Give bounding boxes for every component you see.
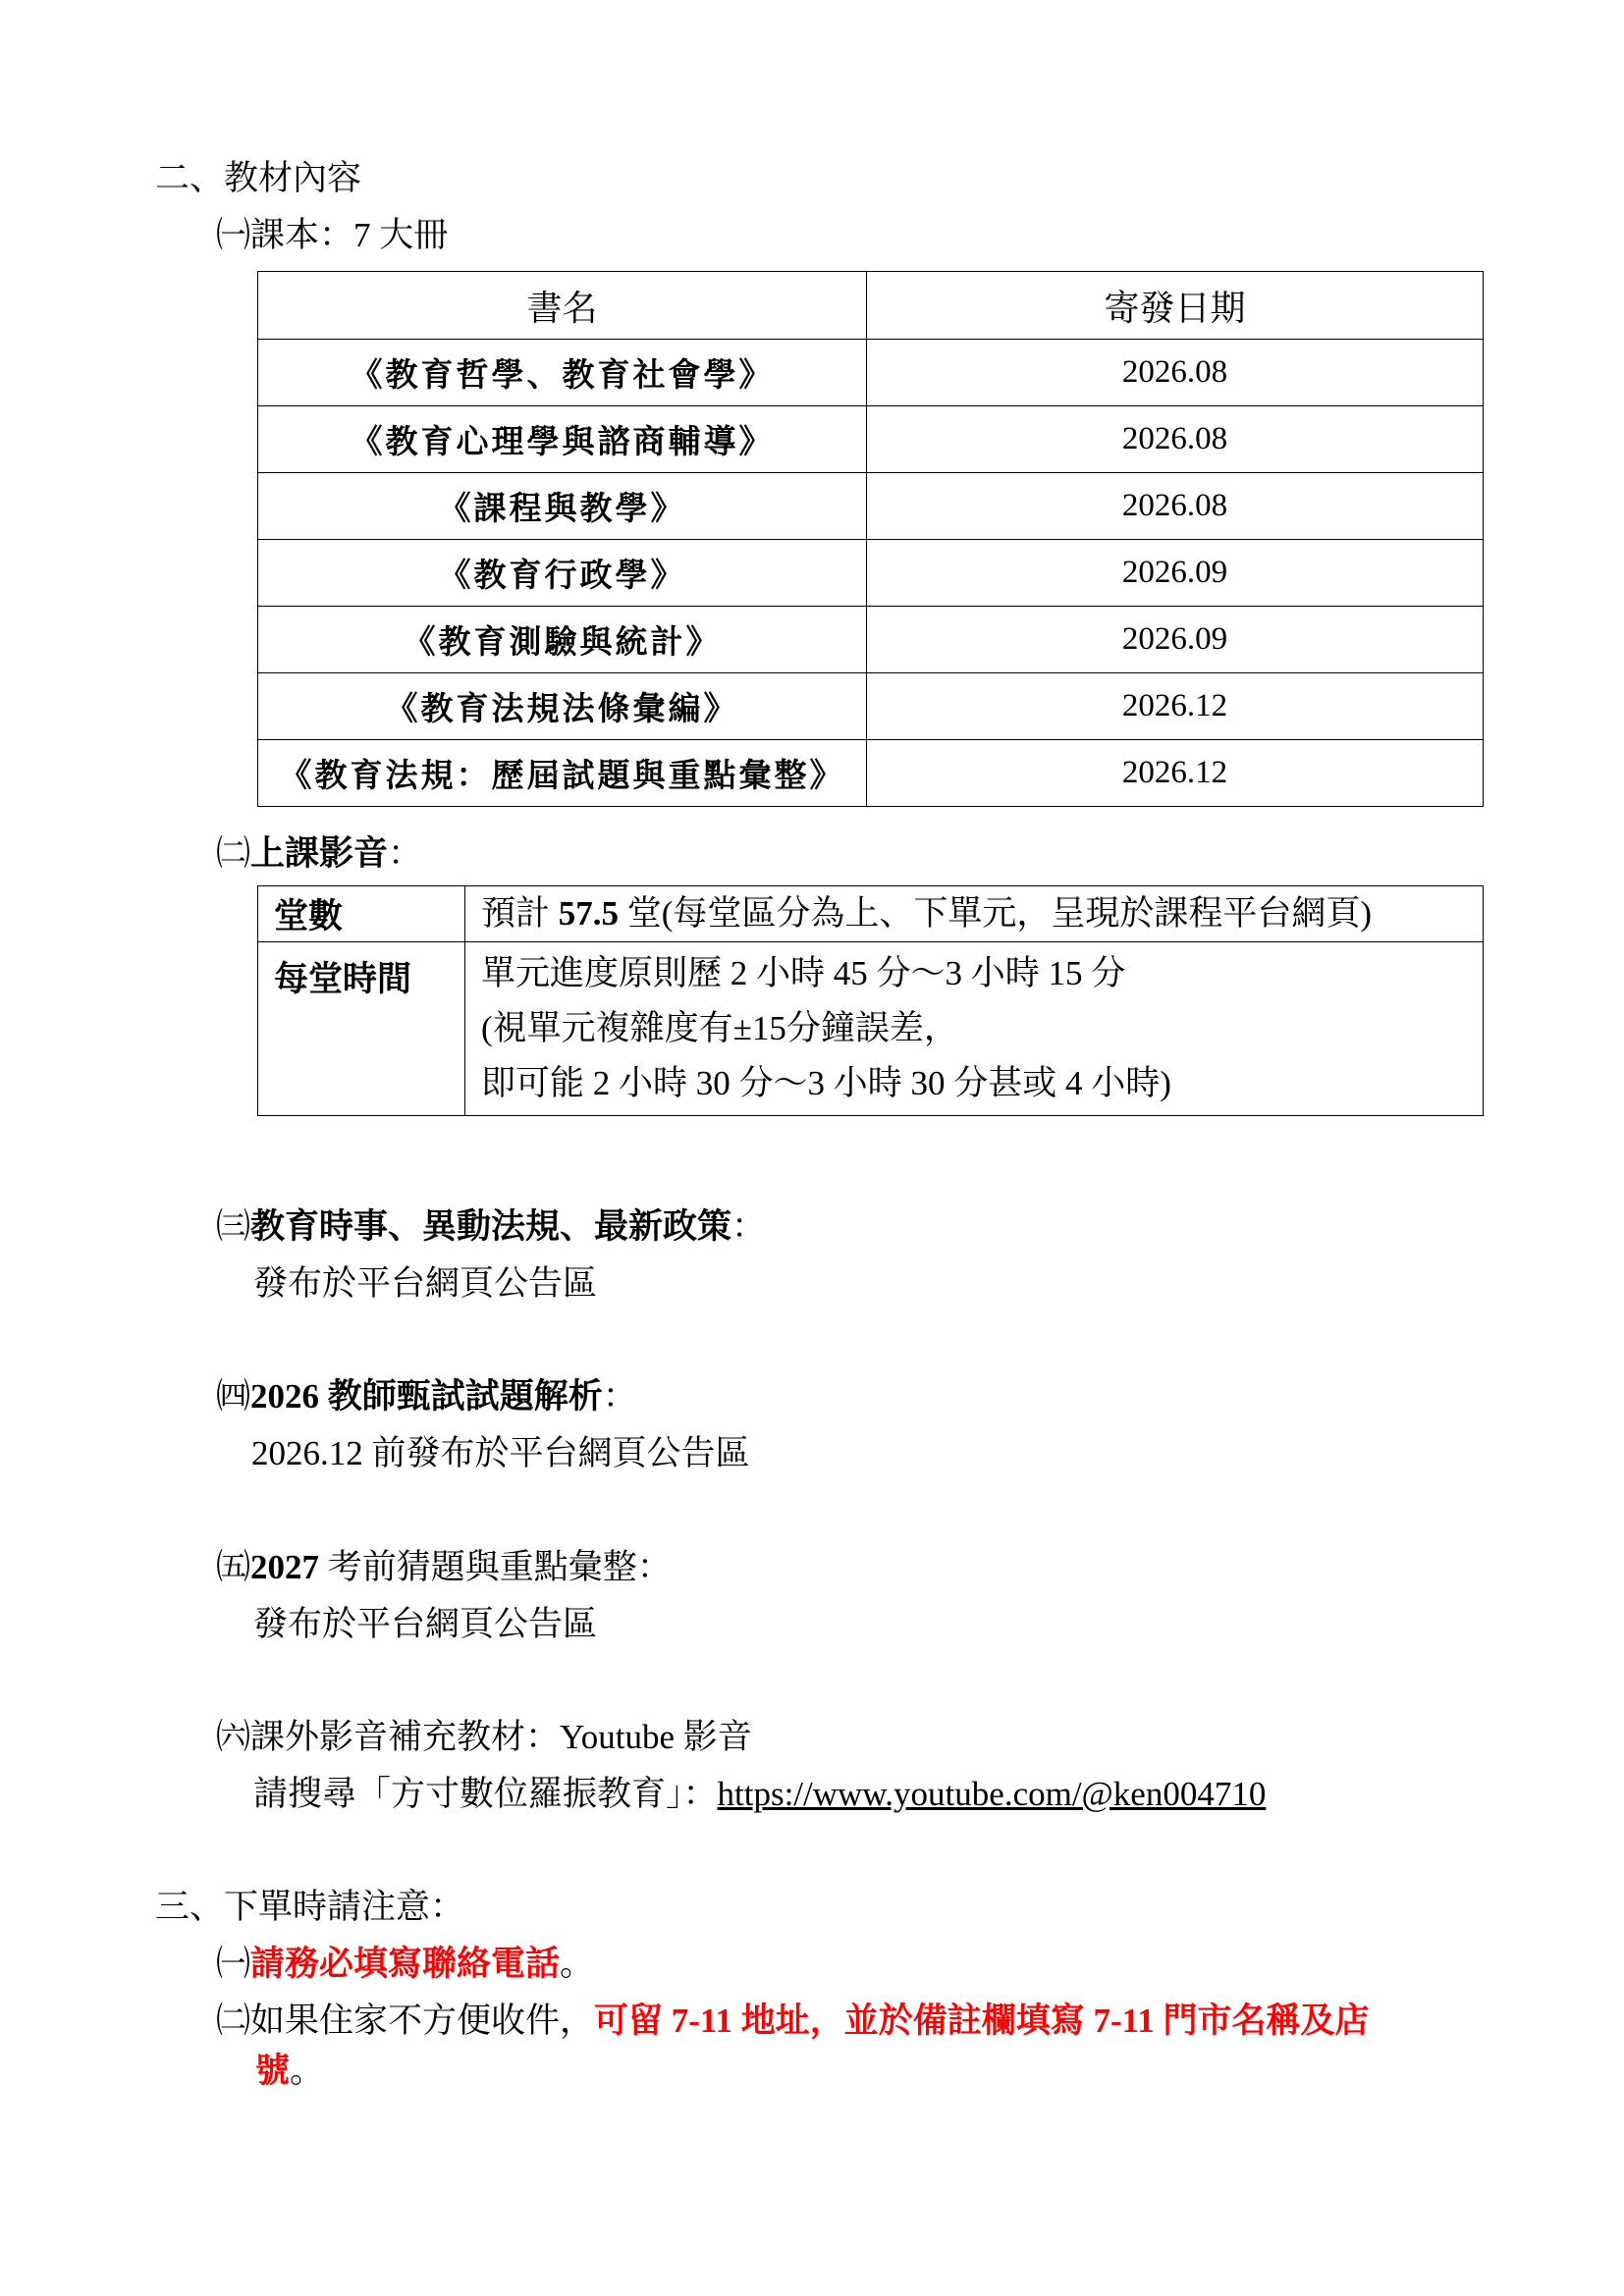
item-number: ㈡ xyxy=(216,834,251,873)
textbook-label: ㈠課本：7 大冊 xyxy=(216,216,449,254)
book-name: 《教育法規：歷屆試題與重點彙整》 xyxy=(258,740,867,807)
ship-date: 2026.08 xyxy=(867,340,1484,406)
textbook-table xyxy=(257,271,1484,807)
section-heading: 三、下單時請注意： xyxy=(155,1888,465,1926)
lessons-count-key: 堂數 xyxy=(258,886,465,942)
item-6-text xyxy=(253,1773,1266,1816)
item-3-title xyxy=(216,1205,766,1249)
value-text: 預計 xyxy=(481,894,559,933)
book-name: 《教育法規法條彙編》 xyxy=(258,673,867,740)
ship-date: 2026.08 xyxy=(867,473,1484,540)
item-3-text: 發布於平台網頁公告區 xyxy=(253,1264,598,1303)
colon: ： xyxy=(388,834,423,873)
item-5-title xyxy=(216,1546,672,1589)
lessons-number: 57.5 xyxy=(558,894,620,933)
note-2-continued xyxy=(255,2050,324,2093)
section-heading: 二、教材內容 xyxy=(155,159,362,197)
item-number: ㈠ xyxy=(216,1945,251,1983)
table-row xyxy=(258,406,1484,473)
table-row xyxy=(258,607,1484,673)
item-title: 2026 教師甄試試題解析 xyxy=(250,1377,603,1415)
item-4-title xyxy=(216,1375,637,1418)
video-label xyxy=(216,832,422,876)
item-title: 教育時事、異動法規、最新政策 xyxy=(250,1207,732,1246)
item-number: ㈤ xyxy=(216,1548,251,1586)
value-line: 即可能 2 小時 30 分～3 小時 30 分甚或 4 小時) xyxy=(481,1064,1171,1102)
book-name: 《課程與教學》 xyxy=(258,473,867,540)
lesson-time-key: 每堂時間 xyxy=(258,942,465,1116)
value-line: (視單元複雜度有±15分鐘誤差， xyxy=(481,1009,958,1047)
note-red-text: 號 xyxy=(255,2052,291,2090)
note-red-text: 可留 7-11 地址，並於備註欄填寫 7-11 門市名稱及店 xyxy=(594,2002,1370,2040)
book-name: 《教育行政學》 xyxy=(258,540,867,607)
note-1 xyxy=(216,1943,594,1986)
period: 。 xyxy=(560,1945,595,1983)
item-4-text: 2026.12 前發布於平台網頁公告區 xyxy=(251,1434,750,1472)
table-row xyxy=(258,540,1484,607)
value-text: 堂(每堂區分為上、下單元，呈現於課程平台網頁) xyxy=(619,894,1373,933)
item-title: 考前猜題與重點彙整 xyxy=(319,1548,637,1586)
item-number: ㈢ xyxy=(216,1207,251,1246)
table-row xyxy=(258,942,1484,1116)
table-row xyxy=(258,886,1484,942)
item-6-title: ㈥課外影音補充教材：Youtube 影音 xyxy=(216,1718,752,1756)
table-header-row xyxy=(258,272,1484,340)
ship-date: 2026.12 xyxy=(867,740,1484,807)
search-instruction: 請搜尋「方寸數位羅振教育」： xyxy=(253,1775,718,1813)
table-row xyxy=(258,473,1484,540)
item-5-text: 發布於平台網頁公告區 xyxy=(253,1605,598,1643)
item-title-year: 2027 xyxy=(250,1548,320,1586)
ship-date: 2026.09 xyxy=(867,540,1484,607)
video-table xyxy=(257,885,1484,1116)
item-number: ㈡ xyxy=(216,2002,251,2040)
value-line: 單元進度原則歷 2 小時 45 分～3 小時 15 分 xyxy=(481,954,1126,992)
youtube-link[interactable]: https://www.youtube.com/@ken004710 xyxy=(717,1775,1267,1813)
colon: ： xyxy=(636,1548,672,1586)
period: 。 xyxy=(290,2052,325,2090)
table-row xyxy=(258,740,1484,807)
colon: ： xyxy=(731,1207,767,1246)
book-name: 《教育哲學、教育社會學》 xyxy=(258,340,867,406)
note-2 xyxy=(216,2000,1369,2043)
item-number: ㈣ xyxy=(216,1377,251,1415)
lesson-time-value xyxy=(465,942,1484,1116)
table-row xyxy=(258,673,1484,740)
ship-date: 2026.12 xyxy=(867,673,1484,740)
lessons-count-value xyxy=(465,886,1484,942)
book-name: 《教育測驗與統計》 xyxy=(258,607,867,673)
note-text: 如果住家不方便收件， xyxy=(250,2002,595,2040)
ship-date: 2026.09 xyxy=(867,607,1484,673)
header-book-name: 書名 xyxy=(258,272,867,340)
video-label-text: 上課影音 xyxy=(250,834,389,873)
table-row xyxy=(258,340,1484,406)
colon: ： xyxy=(602,1377,637,1415)
ship-date: 2026.08 xyxy=(867,406,1484,473)
book-name: 《教育心理學與諮商輔導》 xyxy=(258,406,867,473)
note-red-text: 請務必填寫聯絡電話 xyxy=(250,1945,561,1983)
header-ship-date: 寄發日期 xyxy=(867,272,1484,340)
